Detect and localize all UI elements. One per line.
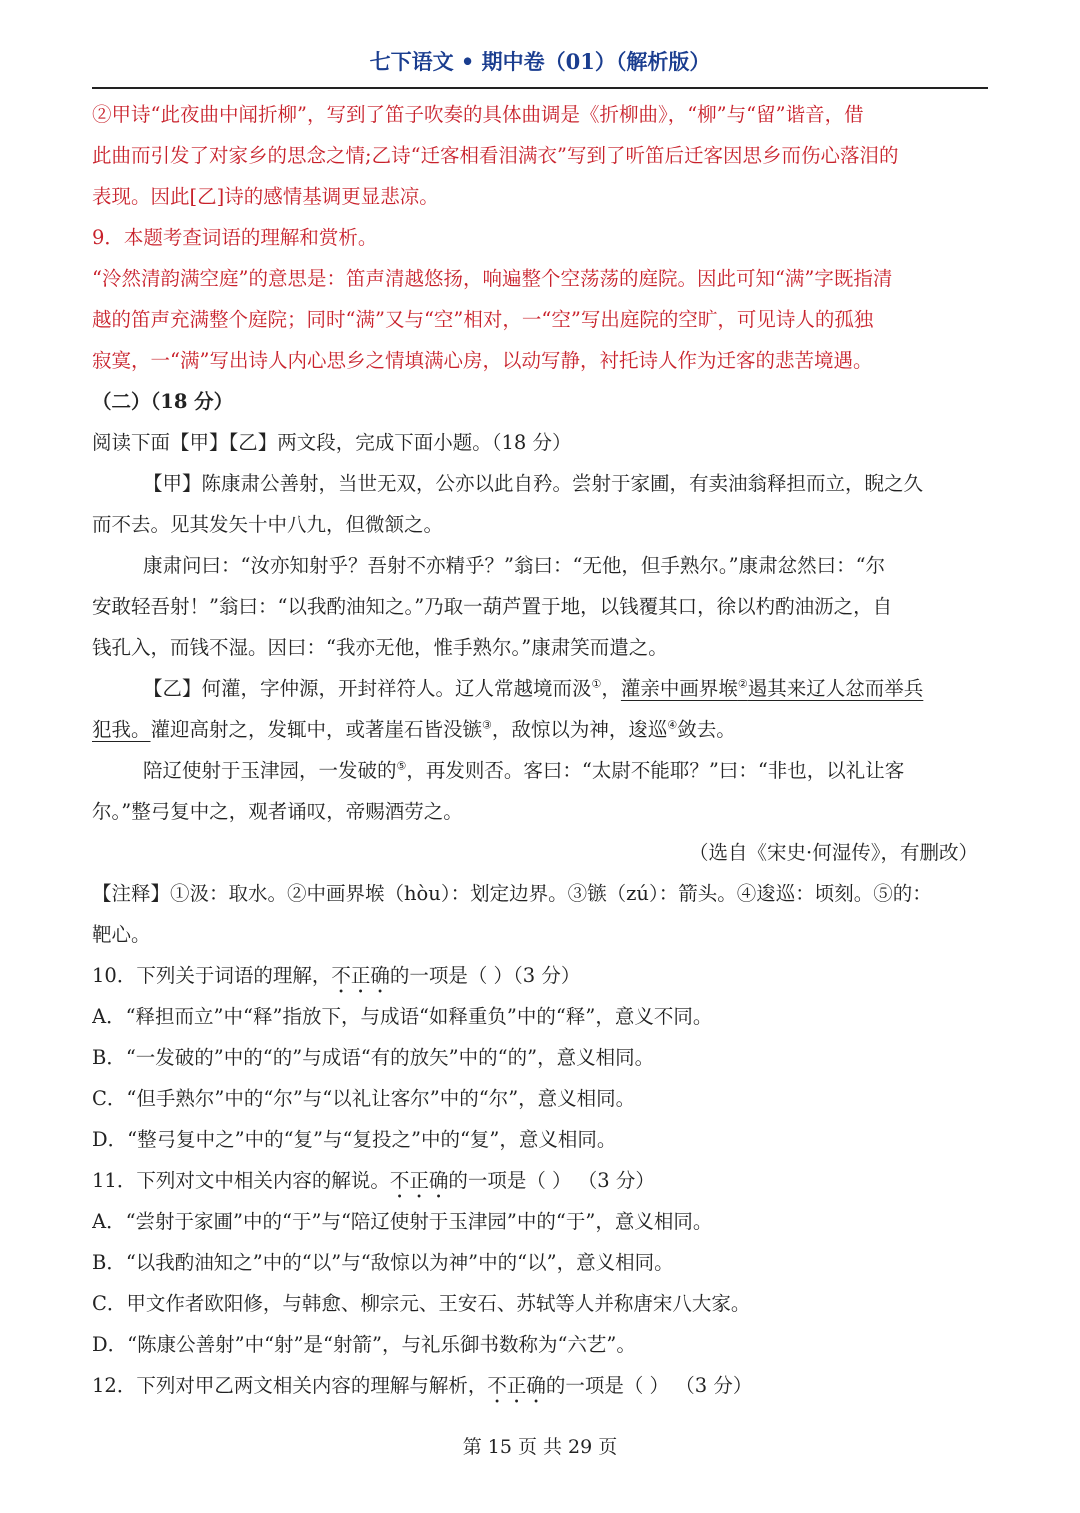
underlined-sentence-end: 犯我。	[92, 718, 151, 741]
passage-jia-line: 安敢轻吾射！”翁曰：“以我酌油知之。”乃取一葫芦置于地，以钱覆其口，徐以杓酌油沥之，自	[92, 595, 893, 618]
q10-option-c[interactable]: C．“但手熟尔”中的“尔”与“以礼让客尔”中的“尔”，意义相同。	[92, 1087, 636, 1110]
q11-stem-text: 的一项是（ ） （3 分）	[448, 1169, 655, 1192]
q10-option-d[interactable]: D．“整弓复中之”中的“复”与“复投之”中的“复”，意义相同。	[92, 1128, 617, 1151]
yi-underlined-text: 灌亲中画界堠	[620, 677, 738, 700]
passage-jia-line: 而不去。见其发矢十中八九，但微颔之。	[92, 513, 444, 536]
notes-line: 靶心。	[92, 923, 151, 946]
yi-text: 灌迎高射之，发辄中，或著崖石皆没镞	[150, 718, 483, 741]
passage-yi-line	[92, 709, 988, 750]
question-11-stem	[92, 1160, 988, 1201]
passage-jia-line: 钱孔入，而钱不湿。因曰：“我亦无他，惟手熟尔。”康肃笑而遣之。	[92, 636, 668, 659]
q12-emphasis: 不正确	[487, 1374, 546, 1397]
passage-jia-line: 【甲】陈康肃公善射，当世无双，公亦以此自矜。尝射于家圃，有卖油翁释担而立，睨之久	[143, 472, 924, 495]
passage-source: （选自《宋史·何湿传》，有删改）	[689, 841, 978, 864]
underlined-sentence	[621, 677, 923, 700]
question-12-stem	[92, 1365, 988, 1406]
answer-8-line: 表现。因此[乙]诗的感情基调更显悲凉。	[92, 185, 439, 208]
yi-text: ，敌惊以为神，逡巡	[491, 718, 668, 741]
answer-8-line: 此曲而引发了对家乡的思念之情;乙诗“迁客相看泪满衣”写到了听笛后迁客因思乡而伤心落泪的	[92, 144, 899, 167]
question-10-stem	[92, 955, 988, 996]
q12-stem-text: 的一项是（ ） （3 分）	[545, 1374, 753, 1397]
answer-9-line: 越的笛声充满整个庭院；同时“满”又与“空”相对，一“空”写出庭院的空旷，可见诗人的孤独	[92, 308, 874, 331]
yi-text: ，	[601, 677, 621, 700]
page-header-title: 七下语文 • 期中卷（01）（解析版）	[369, 49, 711, 74]
page-content	[92, 94, 988, 1406]
q12-stem-text: 12．下列对甲乙两文相关内容的理解与解析，	[92, 1374, 488, 1397]
passage-jia-line: 康肃问曰：“汝亦知射乎？吾射不亦精乎？”翁曰：“无他，但手熟尔。”康肃忿然曰：“尔	[143, 554, 886, 577]
note-ref-5: ⑤	[396, 759, 407, 773]
q10-stem-text: 10．下列关于词语的理解，	[92, 964, 332, 987]
note-ref-4: ④	[667, 718, 678, 732]
yi-underlined-text: 遏其来辽人忿而举兵	[747, 677, 924, 700]
notes-line: 【注释】①汲：取水。②中画界堠（hòu）：划定边界。③镞（zú）：箭头。④逡巡：顷刻。⑤的：	[92, 882, 932, 905]
note-ref-2: ②	[737, 677, 748, 691]
q11-option-b[interactable]: B．“以我酌油知之”中的“以”与“敌惊以为神”中的“以”，意义相同。	[92, 1251, 674, 1274]
note-ref-3: ③	[482, 718, 492, 732]
page-footer: 第 15 页 共 29 页	[462, 1436, 618, 1458]
note-ref-1: ①	[591, 677, 602, 691]
yi-text: 陪辽使射于玉津园，一发破的	[143, 759, 397, 782]
q10-option-b[interactable]: B．“一发破的”中的“的”与成语“有的放矢”中的“的”，意义相同。	[92, 1046, 655, 1069]
passage-yi-line	[92, 750, 988, 791]
q11-option-a[interactable]: A．“尝射于家圃”中的“于”与“陪辽使射于玉津园”中的“于”，意义相同。	[92, 1210, 713, 1233]
answer-9-line: 寂寞，一“满”写出诗人内心思乡之情填满心房，以动写静，衬托诗人作为迁客的悲苦境遇。	[92, 349, 873, 372]
answer-8-line: ②甲诗“此夜曲中闻折柳”，写到了笛子吹奏的具体曲调是《折柳曲》，“柳”与“留”谐音，借	[92, 103, 864, 126]
yi-text: ，再发则否。客曰：“太尉不能耶？”曰：“非也，以礼让客	[406, 759, 905, 782]
header-rule	[92, 87, 988, 89]
q11-emphasis: 不正确	[389, 1169, 449, 1192]
q10-emphasis: 不正确	[331, 964, 390, 987]
yi-text: 敛去。	[677, 718, 736, 741]
q10-option-a[interactable]: A．“释担而立”中“释”指放下，与成语“如释重负”中的“释”，意义不同。	[92, 1005, 713, 1028]
q10-stem-text: 的一项是（ ）（3 分）	[389, 964, 581, 987]
section-2-title: （二）（18 分）	[92, 390, 234, 413]
q11-stem-text: 11．下列对文中相关内容的解说。	[92, 1169, 390, 1192]
answer-9-line: “泠然清韵满空庭”的意思是：笛声清越悠扬，响遍整个空荡荡的庭院。因此可知“满”字既指清	[92, 267, 893, 290]
q11-option-d[interactable]: D．“陈康公善射”中“射”是“射箭”，与礼乐御书数称为“六艺”。	[92, 1333, 636, 1356]
section-2-instruction: 阅读下面【甲】【乙】两文段，完成下面小题。（18 分）	[92, 431, 572, 454]
passage-yi-line: 尔。”整弓复中之，观者诵叹，帝赐酒劳之。	[92, 800, 463, 823]
yi-text: 【乙】何灌，字仲源，开封祥符人。辽人常越境而汲	[143, 677, 592, 700]
q11-option-c[interactable]: C．甲文作者欧阳修，与韩愈、柳宗元、王安石、苏轼等人并称唐宋八大家。	[92, 1292, 751, 1315]
answer-9-title: 9．本题考查词语的理解和赏析。	[92, 226, 378, 249]
passage-yi-line	[92, 668, 988, 709]
